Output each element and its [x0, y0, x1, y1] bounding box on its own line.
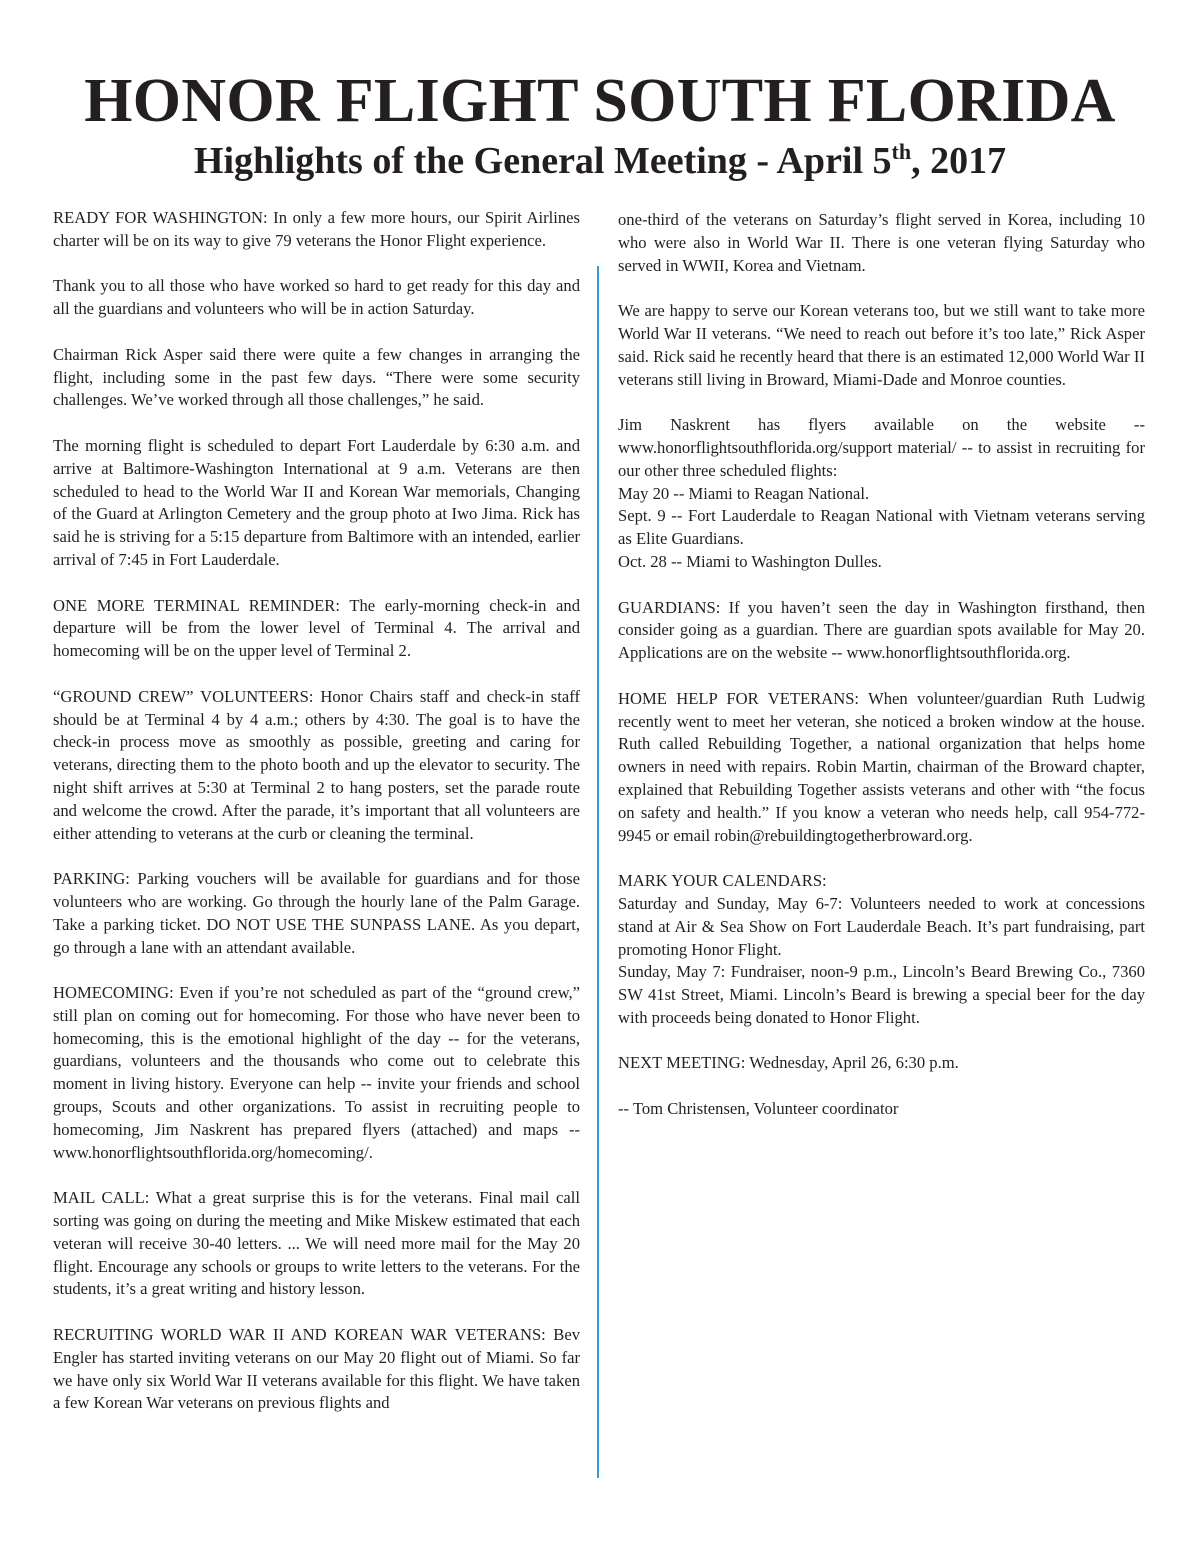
paragraph-thank-you: Thank you to all those who have worked so hard to get ready for this day and all the guardians and volunteers who will be in action Saturday.	[53, 276, 580, 319]
flyers-intro: Jim Naskrent has flyers available on the website -- www.honorflightsouthflorida.org/support material/ -- to assist in recruiting for our other three scheduled flights:	[618, 415, 1145, 480]
flight-may-20: May 20 -- Miami to Reagan National.	[618, 483, 870, 503]
paragraph-parking: PARKING: Parking vouchers will be available for guardians and for those volunteers who are working. Go through the hourly lane of the Palm Garage. Take a parking ticket. DO NOT USE THE SUNPASS LANE. As you depart, go through a lane with an attendant available.	[53, 869, 580, 957]
paragraph-guardians: GUARDIANS: If you haven’t seen the day in Washington firsthand, then consider going as a guardian. There are guardian spots available for May 20. Applications are on the website -- www.honorflightsouthflorida.org.	[618, 597, 1145, 663]
paragraph-chairman-changes: Chairman Rick Asper said there were quite a few changes in arranging the flight, including some in the past few days. “There were some security challenges. We’ve worked through all those challenges,” he said.	[53, 344, 580, 410]
paragraph-korea-veterans: one-third of the veterans on Saturday’s flight served in Korea, including 10 who were also in World War II. There is one veteran flying Saturday who served in WWII, Korea and Vietnam.	[618, 210, 1145, 275]
document-subtitle	[0, 136, 1200, 186]
flight-oct-28: Oct. 28 -- Miami to Washington Dulles.	[618, 551, 882, 571]
paragraph-terminal-reminder: ONE MORE TERMINAL REMINDER: The early-morning check-in and departure will be from the lower level of Terminal 4. The arrival and homecoming will be on the upper level of Terminal 2.	[53, 595, 580, 661]
paragraph-home-help: HOME HELP FOR VETERANS: When volunteer/guardian Ruth Ludwig recently went to meet her veteran, she noticed a broken window at the house. Ruth called Rebuilding Together, a national organization that helps home owners in need with repairs. Robin Martin, chairman of the Broward chapter, explained that Rebuilding Together assists veterans and other with “the focus on safety and health.” If you know a veteran who needs help, call 954-772-9945 or email robin@rebuildingtogetherbroward.org.	[618, 688, 1145, 845]
paragraph-flyers-flights	[618, 414, 1145, 574]
paragraph-flight-schedule: The morning flight is scheduled to depart Fort Lauderdale by 6:30 a.m. and arrive at Baltimore-Washington International at 9 a.m. Veterans are then scheduled to head to the World War II and Korean War memorials, Changing of the Guard at Arlington Cemetery and the group photo at Iwo Jima. Rick has said he is striving for a 5:15 departure from Baltimore with an intended, earlier arrival of 7:45 in Fort Lauderdale.	[53, 435, 580, 569]
column-divider	[597, 266, 599, 1478]
calendar-item-fundraiser: Sunday, May 7: Fundraiser, noon-9 p.m., Lincoln’s Beard Brewing Co., 7360 SW 41st Street, Miami. Lincoln’s Beard is brewing a special beer for the day with proceeds being donated to Honor Flight.	[618, 962, 1145, 1027]
paragraph-mark-calendars	[618, 870, 1145, 1030]
paragraph-mail-call: MAIL CALL: What a great surprise this is for the veterans. Final mail call sorting was going on during the meeting and Mike Miskew estimated that each veteran will receive 30-40 letters. ... We will need more mail for the May 20 flight. Encourage any schools or groups to write letters to the veterans. For the students, it’s a great writing and history lesson.	[53, 1188, 580, 1299]
right-column	[618, 209, 1145, 1144]
paragraph-next-meeting: NEXT MEETING: Wednesday, April 26, 6:30 p.m.	[618, 1053, 959, 1073]
signature-line: -- Tom Christensen, Volunteer coordinator	[618, 1099, 899, 1119]
paragraph-homecoming: HOMECOMING: Even if you’re not scheduled as part of the “ground crew,” still plan on coming out for homecoming. For those who have never been to homecoming, this is the emotional highlight of the day -- for the veterans, guardians, volunteers and the thousands who come out to celebrate this moment in living history. Everyone can help -- invite your friends and school groups, Scouts and other organizations. To assist in recruiting people to homecoming, Jim Naskrent has prepared flyers (attached) and maps -- www.honorflightsouthflorida.org/homecoming/.	[53, 983, 580, 1162]
subtitle-text: Highlights of the General Meeting - April 5	[193, 140, 892, 182]
flight-sept-9: Sept. 9 -- Fort Lauderdale to Reagan National with Vietnam veterans serving as Elite Guardians.	[618, 506, 1145, 549]
calendar-item-air-sea-show: Saturday and Sunday, May 6-7: Volunteers needed to work at concessions stand at Air & Sea Show on Fort Lauderdale Beach. It’s part fundraising, part promoting Honor Flight.	[618, 893, 1145, 959]
paragraph-ready-for-washington: READY FOR WASHINGTON: In only a few more hours, our Spirit Airlines charter will be on its way to give 79 veterans the Honor Flight experience.	[53, 208, 580, 250]
subtitle-year: , 2017	[911, 140, 1007, 182]
subtitle-superscript: th	[891, 139, 912, 164]
calendar-heading: MARK YOUR CALENDARS:	[618, 871, 827, 891]
paragraph-ground-crew: “GROUND CREW” VOLUNTEERS: Honor Chairs staff and check-in staff should be at Terminal 4 by 4 a.m.; others by 4:30. The goal is to have the check-in process move as smoothly as possible, greeting and caring for veterans, directing them to the photo booth and up the elevator to security. The night shift arrives at 5:30 at Terminal 2 to hang posters, set the parade route and welcome the crowd. After the parade, it’s important that all volunteers are either attending to veterans at the curb or cleaning the terminal.	[53, 686, 580, 843]
document-title: HONOR FLIGHT SOUTH FLORIDA	[84, 67, 1116, 135]
paragraph-recruiting: RECRUITING WORLD WAR II AND KOREAN WAR VETERANS: Bev Engler has started inviting veterans on our May 20 flight out of Miami. So far we have only six World War II veterans available for this flight. We have taken a few Korean War veterans on previous flights and	[53, 1325, 580, 1413]
paragraph-more-wwii-veterans: We are happy to serve our Korean veterans too, but we still want to take more World War II veterans. “We need to reach out before it’s too late,” Rick Asper said. Rick said he recently heard that there is an estimated 12,000 World War II veterans still living in Broward, Miami-Dade and Monroe counties.	[618, 301, 1145, 389]
left-column	[53, 207, 580, 1438]
